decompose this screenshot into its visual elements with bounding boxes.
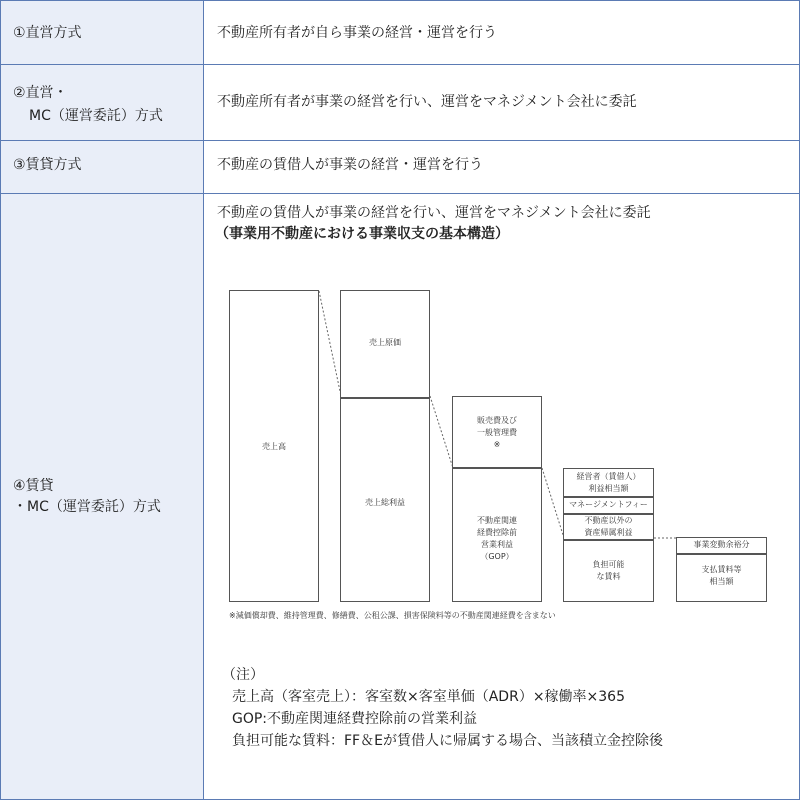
row1-text: 不動産所有者が自ら事業の経営・運営を行う — [217, 25, 497, 41]
operator-profit-label: 経営者（賃借人） 利益相当額 — [576, 472, 641, 493]
row3-text: 不動産の賃借人が事業の経営・運営を行う — [217, 157, 483, 173]
gross-profit-column — [340, 290, 430, 602]
gop-column — [452, 396, 542, 602]
gross-profit-label: 売上総利益 — [365, 498, 405, 507]
income-structure-diagram — [222, 282, 782, 627]
rent-capacity-column — [563, 468, 654, 602]
non-property-profit-label: 不動産以外の 資産帰属利益 — [584, 516, 633, 537]
row4-text: 不動産の賃借人が事業の経営を行い、運営をマネジメント会社に委託 — [217, 205, 651, 221]
sga-label: 販売費及び 一般管理費 ※ — [477, 416, 517, 449]
sales-label: 売上高 — [262, 442, 286, 451]
diagram-footnote: ※減価償却費、維持管理費、修繕費、公租公課、損害保険料等の不動産関連経費を含まない — [229, 611, 556, 620]
rent-payment-column — [676, 537, 767, 602]
row4-label-line2: ・MC（運営委託）方式 — [13, 499, 161, 515]
cost-of-sales-label: 売上原価 — [369, 338, 401, 347]
notes-line2: GOP:不動産関連経費控除前の営業利益 — [232, 711, 478, 727]
affordable-rent-label: 負担可能 な賃料 — [592, 560, 625, 581]
notes-heading: （注） — [222, 667, 264, 683]
row2-text: 不動産所有者が事業の経営を行い、運営をマネジメント会社に委託 — [217, 94, 637, 110]
notes-line1: 売上高（客室売上）：客室数×客室単価（ADR）×稼働率×365 — [232, 689, 625, 705]
management-fee-label: マネージメントフィー — [569, 500, 648, 509]
rent-payment-label: 支払賃料等 相当額 — [701, 565, 742, 586]
business-margin-label: 事業変動余裕分 — [693, 540, 750, 549]
row2-label-line1: ②直営・ — [13, 85, 68, 101]
row4-label-line1: ④賃貸 — [13, 478, 54, 494]
notes-line3: 負担可能な賃料：FF＆Eが賃借人に帰属する場合、当該積立金控除後 — [232, 733, 663, 749]
diagram-title: （事業用不動産における事業収支の基本構造） — [215, 226, 509, 242]
gop-label: 不動産関連 経費控除前 営業利益 （GOP） — [477, 516, 517, 561]
row3-label: ③賃貸方式 — [13, 157, 82, 173]
sales-box — [229, 290, 319, 602]
row2-label-line2: MC（運営委託）方式 — [29, 108, 163, 124]
row1-label: ①直営方式 — [13, 25, 82, 41]
